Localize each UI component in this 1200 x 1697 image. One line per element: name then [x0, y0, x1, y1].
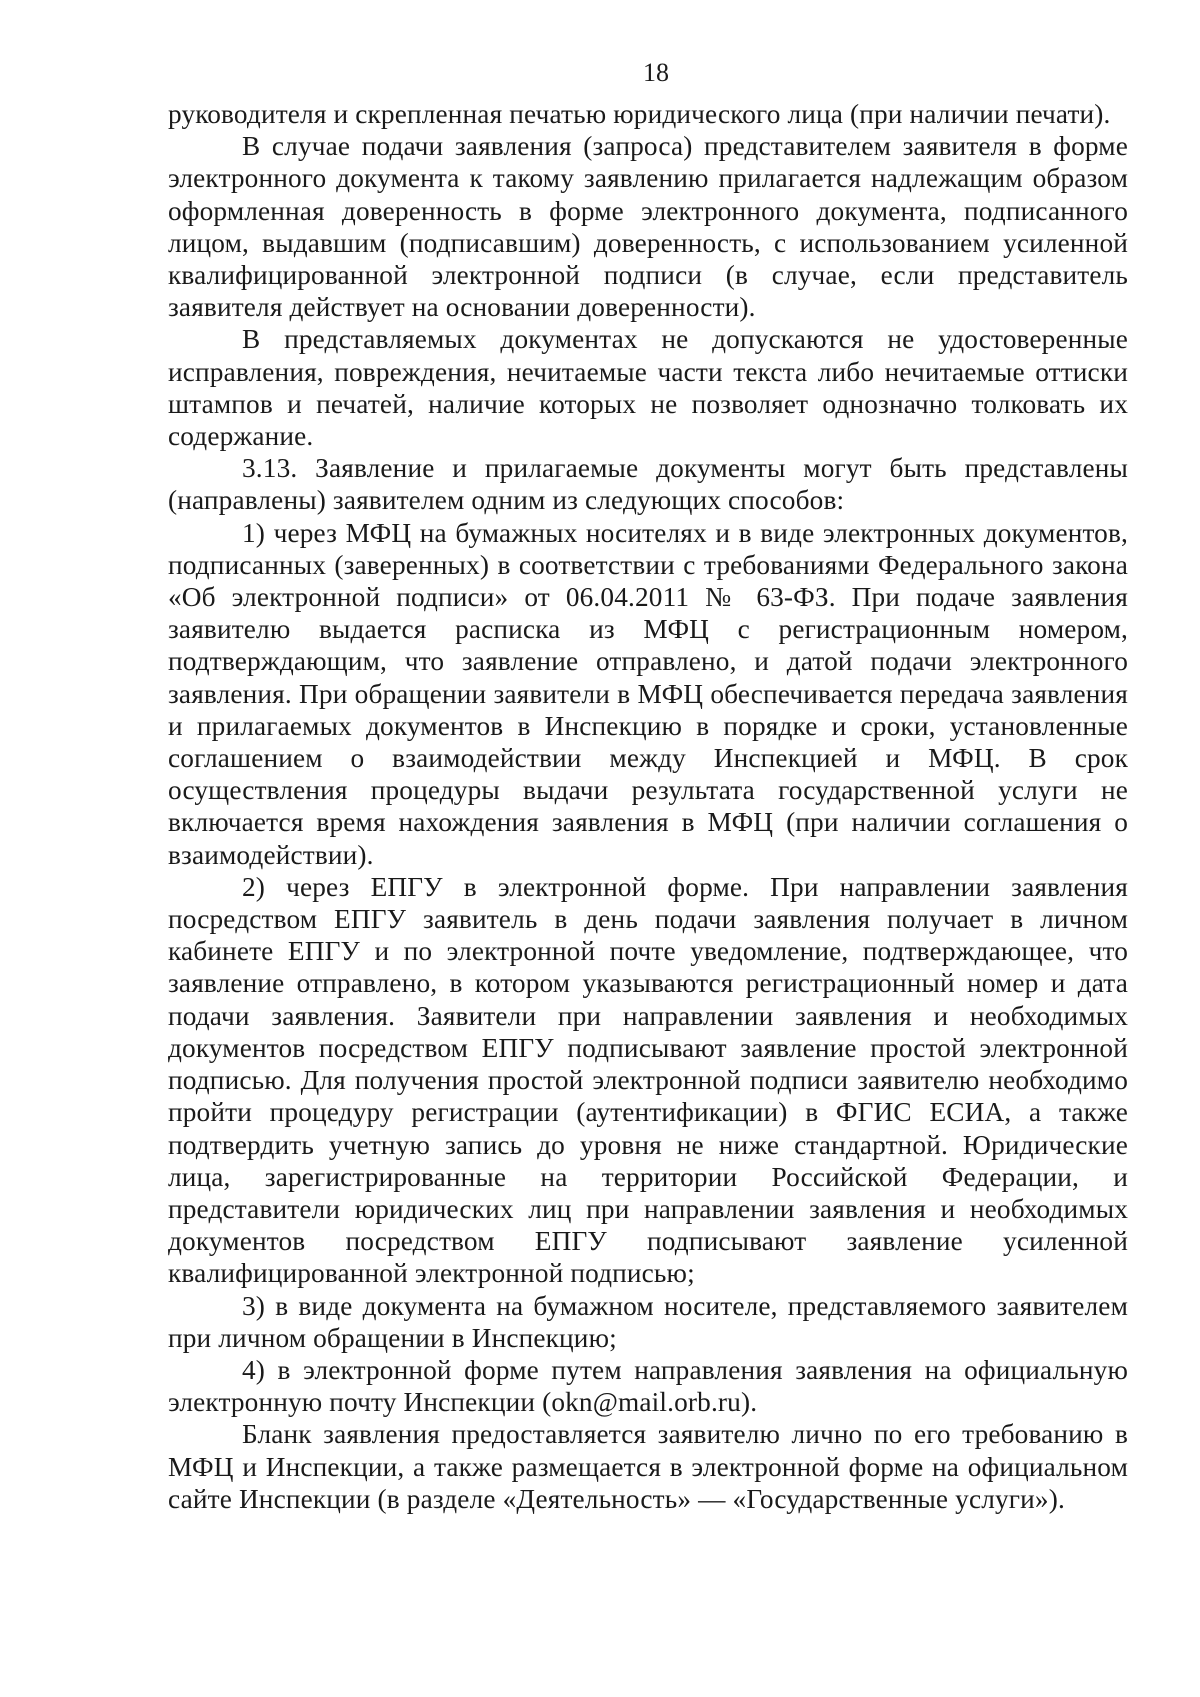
paragraph-application-form: Бланк заявления предоставляется заявителю лично по его требованию в МФЦ и Инспекции, а также размещается в электронной форме на официальном сайте Инспекции (в разделе «Деятельность» — «Государственные услуги»).: [168, 1419, 1128, 1514]
document-body: [168, 98, 1128, 1515]
list-item-paper: 3) в виде документа на бумажном носителе, представляемого заявителем при личном обращении в Инспекцию;: [168, 1290, 1128, 1353]
paragraph-representative-electronic: В случае подачи заявления (запроса) представителем заявителя в форме электронного документа к такому заявлению прилагается надлежащим образом оформленная доверенность в форме электронного документа, подписанного лицом, выдавшим (подписавшим) доверенность, с использованием усиленной квалифицированной электронной подписи (в случае, если представитель заявителя действует на основании доверенности).: [168, 131, 1128, 323]
paragraph-continuation: руководителя и скрепленная печатью юридического лица (при наличии печати).: [168, 99, 1111, 129]
list-item-email: 4) в электронной форме путем направления заявления на официальную электронную почту Инспекции (okn@mail.orb.ru).: [168, 1354, 1128, 1418]
page-number: 18: [643, 58, 669, 87]
paragraph-document-requirements: В представляемых документах не допускаются не удостоверенные исправления, повреждения, нечитаемые части текста либо нечитаемые оттиски штампов и печатей, наличие которых не позволяет однозначно толковать их содержание.: [168, 324, 1128, 452]
list-item-mfc: 1) через МФЦ на бумажных носителях и в виде электронных документов, подписанных (заверенных) в соответствии с требованиями Федерального закона «Об электронной подписи» от 06.04.2011 № 63-ФЗ. При подаче заявления заявителю выдается расписка из МФЦ с регистрационным номером, подтверждающим, что заявление отправлено, и датой подачи электронного заявления. При обращении заявители в МФЦ обеспечивается передача заявления и прилагаемых документов в Инспекцию в порядке и сроки, установленные соглашением о взаимодействии между Инспекцией и МФЦ. В срок осуществления процедуры выдачи результата государственной услуги не включается время нахождения заявления в МФЦ (при наличии соглашения о взаимодействии).: [168, 517, 1128, 870]
list-item-epgu: 2) через ЕПГУ в электронной форме. При направлении заявления посредством ЕПГУ заявитель в день подачи заявления получает в личном кабинете ЕПГУ и по электронной почте уведомление, подтверждающее, что заявление отправлено, в котором указываются регистрационный номер и дата подачи заявления. Заявители при направлении заявления и необходимых документов посредством ЕПГУ подписывают заявление простой электронной подписью. Для получения простой электронной подписи заявителю необходимо пройти процедуру регистрации (аутентификации) в ФГИС ЕСИА, а также подтвердить учетную запись до уровня не ниже стандартной. Юридические лица, зарегистрированные на территории Российской Федерации, и представители юридических лиц при направлении заявления и необходимых документов посредством ЕПГУ подписывают заявление усиленной квалифицированной электронной подписью;: [168, 871, 1128, 1289]
paragraph-section-3-13: 3.13. Заявление и прилагаемые документы могут быть представлены (направлены) заявителем одним из следующих способов:: [168, 453, 1128, 516]
